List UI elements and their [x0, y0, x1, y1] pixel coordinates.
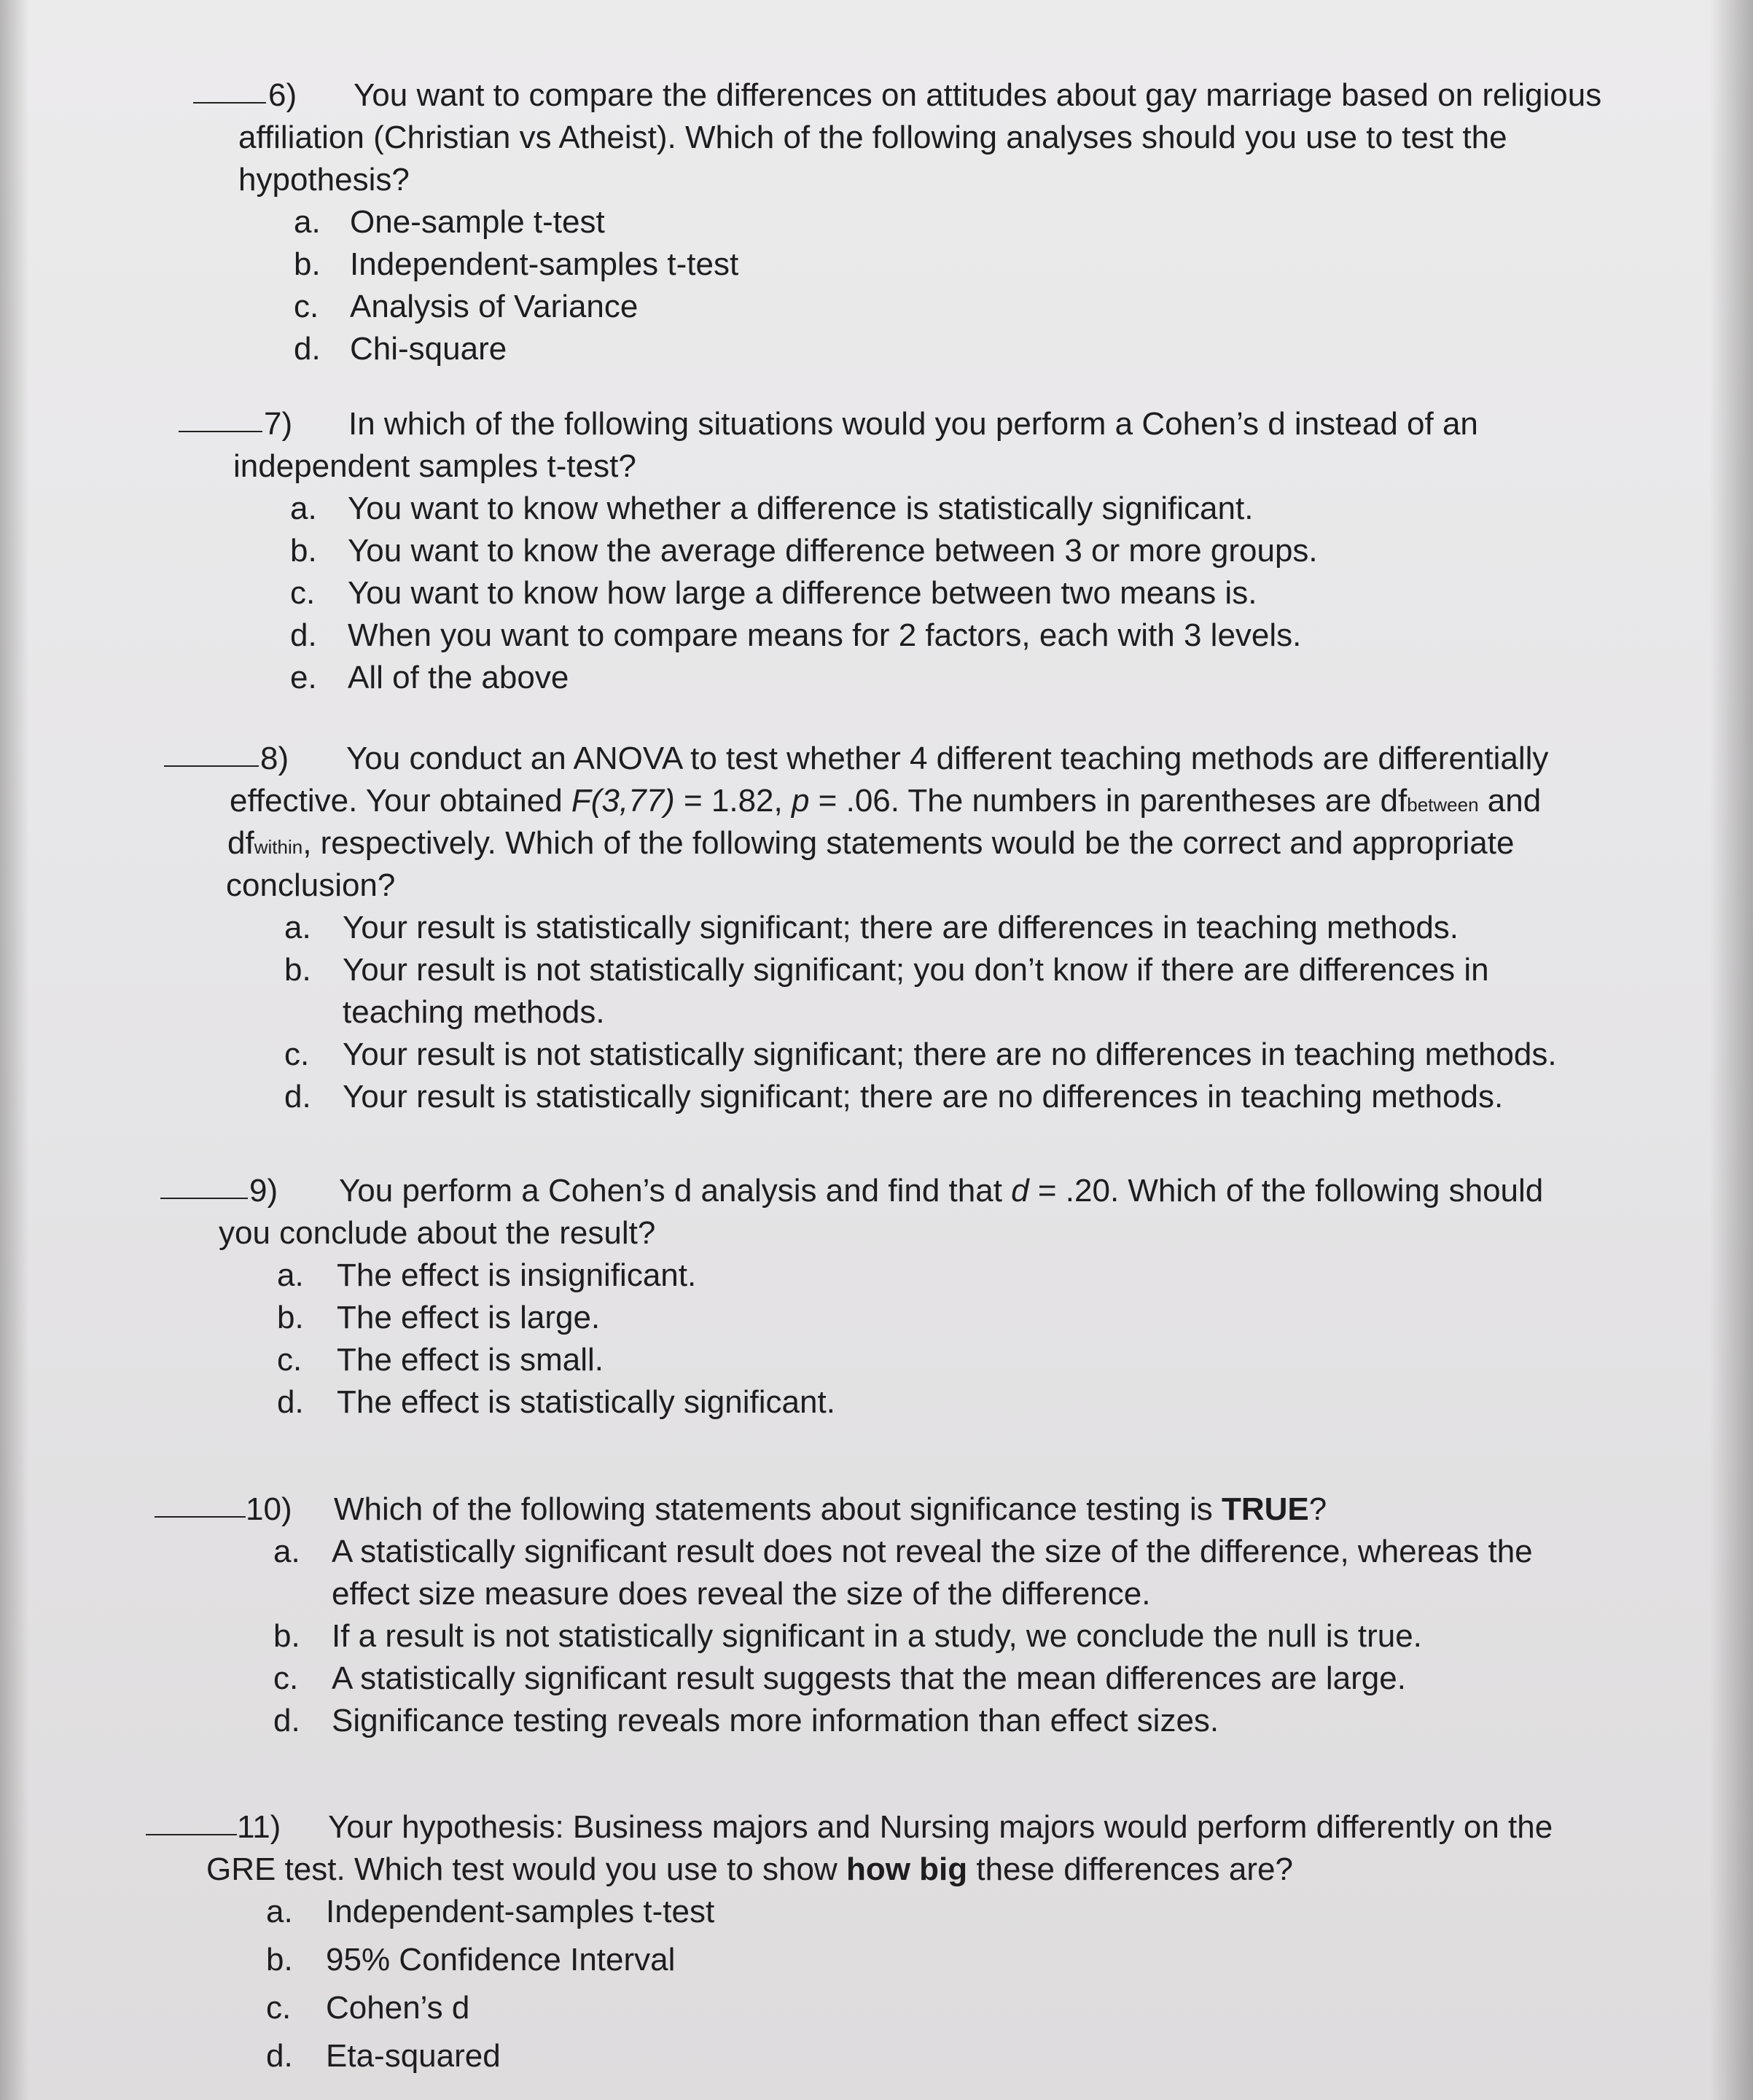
- question-text: You conduct an ANOVA to test whether 4 different teaching methods are differentially: [346, 741, 1549, 776]
- question-text: independent samples t-test?: [233, 448, 636, 484]
- option-letter: c.: [273, 1660, 299, 1696]
- answer-blank[interactable]: [146, 1834, 237, 1835]
- option-letter: d.: [290, 617, 317, 653]
- option-text: All of the above: [348, 660, 569, 695]
- option-text: Chi-square: [350, 331, 507, 367]
- option-letter: d.: [294, 331, 321, 367]
- option-text: When you want to compare means for 2 factors, each with 3 levels.: [348, 617, 1302, 653]
- option-text: Your result is not statistically significant; there are no differences in teaching methods.: [343, 1037, 1557, 1072]
- question-text: GRE test. Which test would you use to show how big these differences are?: [206, 1851, 1293, 1887]
- question-number: 10): [246, 1491, 292, 1527]
- option-text: Eta-squared: [326, 2038, 501, 2074]
- option-letter: b.: [277, 1300, 304, 1335]
- page-edge-shadow: [0, 0, 29, 2100]
- option-text: 95% Confidence Interval: [326, 1942, 676, 1978]
- question-text: you conclude about the result?: [219, 1215, 656, 1251]
- page-right-shadow: [1709, 0, 1753, 2100]
- question-text: In which of the following situations would you perform a Cohen’s d instead of an: [348, 406, 1478, 442]
- answer-blank[interactable]: [155, 1516, 246, 1518]
- option-text: A statistically significant result does not reveal the size of the difference, whereas the: [332, 1534, 1533, 1569]
- question-text: affiliation (Christian vs Atheist). Which of the following analyses should you use to test the: [238, 120, 1507, 155]
- option-letter: b.: [266, 1942, 293, 1978]
- f-statistic: F(3,77): [571, 783, 675, 819]
- option-letter: c.: [284, 1037, 310, 1072]
- question-number: 8): [260, 741, 289, 776]
- question-number: 7): [264, 406, 293, 442]
- option-text: Your result is statistically significant; there are no differences in teaching methods.: [343, 1079, 1504, 1115]
- question-number: 11): [237, 1809, 281, 1845]
- question-text: dfwithin, respectively. Which of the following statements would be the correct and appropriate: [227, 825, 1515, 861]
- option-text: If a result is not statistically significant in a study, we conclude the null is true.: [332, 1618, 1422, 1654]
- question-text: conclusion?: [226, 867, 396, 903]
- option-letter: a.: [277, 1257, 304, 1293]
- question-text: hypothesis?: [238, 162, 410, 198]
- option-text: You want to know whether a difference is statistically significant.: [348, 491, 1254, 526]
- option-text: One-sample t-test: [350, 204, 605, 240]
- option-letter: c.: [290, 575, 316, 611]
- option-text: Your result is not statistically significant; you don’t know if there are differences in: [343, 952, 1489, 988]
- question-text: effective. Your obtained F(3,77) = 1.82, p = .06. The numbers in parentheses are dfbetween and: [230, 783, 1542, 819]
- option-letter: b.: [284, 952, 311, 988]
- option-text-continued: teaching methods.: [343, 994, 605, 1030]
- option-text: The effect is insignificant.: [337, 1257, 697, 1293]
- option-text: The effect is statistically significant.: [337, 1384, 835, 1420]
- option-letter: d.: [273, 1703, 300, 1738]
- answer-blank[interactable]: [193, 102, 266, 104]
- option-letter: c.: [277, 1342, 302, 1378]
- question-text: Your hypothesis: Business majors and Nursing majors would perform differently on the: [328, 1809, 1553, 1845]
- question-text: You want to compare the differences on attitudes about gay marriage based on religious: [354, 77, 1602, 113]
- option-letter: a.: [290, 491, 317, 526]
- option-text: Independent-samples t-test: [350, 246, 739, 282]
- option-letter: a.: [294, 204, 321, 240]
- option-text: Significance testing reveals more information than effect sizes.: [332, 1703, 1219, 1738]
- option-text: You want to know the average difference between 3 or more groups.: [348, 533, 1318, 569]
- option-text: Your result is statistically significant; there are differences in teaching methods.: [343, 910, 1459, 945]
- option-letter: a.: [273, 1534, 300, 1569]
- question-text: Which of the following statements about significance testing is TRUE?: [334, 1491, 1327, 1527]
- option-text: The effect is large.: [337, 1300, 601, 1335]
- option-letter: b.: [273, 1618, 300, 1654]
- option-letter: d.: [266, 2038, 293, 2074]
- option-letter: a.: [284, 910, 311, 945]
- option-letter: e.: [290, 660, 317, 695]
- option-letter: c.: [294, 289, 319, 324]
- option-text: You want to know how large a difference between two means is.: [348, 575, 1257, 611]
- answer-blank[interactable]: [179, 431, 262, 432]
- option-text: Cohen’s d: [326, 1990, 470, 2026]
- question-number: 6): [268, 77, 297, 113]
- answer-blank[interactable]: [160, 1198, 248, 1199]
- option-letter: d.: [277, 1384, 304, 1420]
- option-letter: b.: [290, 533, 317, 569]
- option-letter: a.: [266, 1894, 293, 1929]
- option-text: A statistically significant result suggests that the mean differences are large.: [332, 1660, 1406, 1696]
- option-text: Analysis of Variance: [350, 289, 639, 324]
- option-letter: b.: [294, 246, 321, 282]
- option-text: Independent-samples t-test: [326, 1894, 715, 1929]
- answer-blank[interactable]: [164, 765, 259, 767]
- option-text: The effect is small.: [337, 1342, 604, 1378]
- question-text: You perform a Cohen’s d analysis and find that d = .20. Which of the following should: [339, 1173, 1544, 1209]
- question-number: 9): [249, 1173, 278, 1209]
- option-letter: d.: [284, 1079, 311, 1115]
- option-letter: c.: [266, 1990, 292, 2026]
- option-text-continued: effect size measure does reveal the size of the difference.: [332, 1576, 1151, 1612]
